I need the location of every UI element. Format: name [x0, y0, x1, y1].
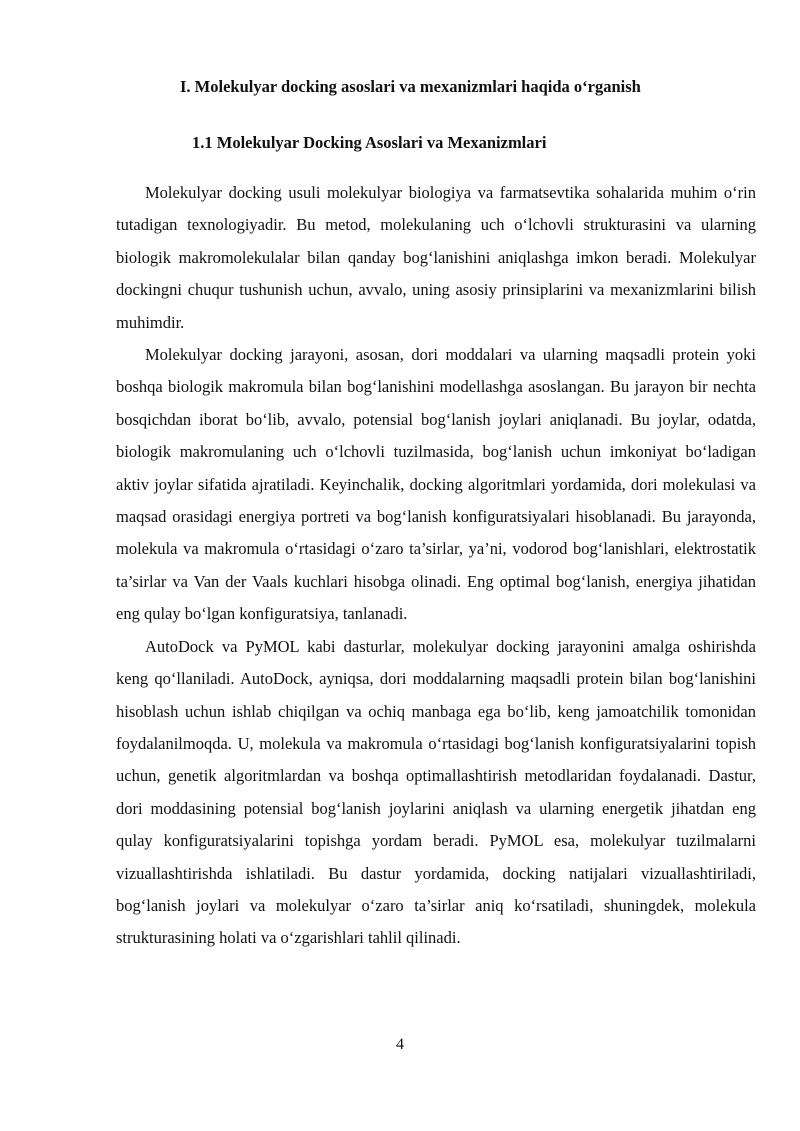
- paragraph-1: Molekulyar docking usuli molekulyar biologiya va farmatsevtika sohalarida muhim o‘rin tutadigan texnologiyadir. Bu metod, molekulaning uch o‘lchovli strukturasini va ularning biologik makromolekulalar bilan qanday bog‘lanishini aniqlashga imkon beradi. Molekulyar dockingni chuqur tushunish uchun, avvalo, uning asosiy prinsiplarini va mexanizmlarini bilish muhimdir.: [116, 183, 756, 332]
- body-text: [116, 177, 756, 955]
- paragraph-2: Molekulyar docking jarayoni, asosan, dori moddalari va ularning maqsadli protein yoki boshqa biologik makromula bilan bog‘lanishini modellashga asoslangan. Bu jarayon bir nechta bosqichdan iborat bo‘lib, avvalo, potensial bog‘lanish joylari aniqlanadi. Bu joylar, odatda, biologik makromulaning uch o‘lchovli tuzilmasida, bog‘lanish uchun imkoniyat bo‘ladigan aktiv joylar sifatida ajratiladi. Keyinchalik, docking algoritmlari yordamida, dori molekulasi va maqsad orasidagi energiya portreti va bog‘lanish konfiguratsiyalari hisoblanadi. Bu jarayonda, molekula va makromula o‘rtasidagi o‘zaro ta’sirlar, ya’ni, vodorod bog‘lanishlari, elektrostatik ta’sirlar va Van der Vaals kuchlari hisobga olinadi. Eng optimal bog‘lanish, energiya jihatidan eng qulay bo‘lgan konfiguratsiya, tanlanadi.: [116, 345, 756, 624]
- page-number: 4: [396, 1036, 404, 1053]
- section-heading: I. Molekulyar docking asoslari va mexanizmlari haqida o‘rganish: [180, 77, 641, 96]
- subsection-heading: 1.1 Molekulyar Docking Asoslari va Mexanizmlari: [192, 133, 547, 152]
- paragraph-3: AutoDock va PyMOL kabi dasturlar, molekulyar docking jarayonini amalga oshirishda keng qo‘llaniladi. AutoDock, ayniqsa, dori moddalarning maqsadli protein bilan bog‘lanishini hisoblash uchun ishlab chiqilgan va ochiq manbaga ega bo‘lib, keng jamoatchilik tomonidan foydalanilmoqda. U, molekula va makromula o‘rtasidagi bog‘lanish konfiguratsiyalarini topish uchun, genetik algoritmlardan va boshqa optimallashtirish metodlaridan foydalanadi. Dastur, dori moddasining potensial bog‘lanish joylarini aniqlash va ularning energetik jihatdan eng qulay konfiguratsiyalarini topishga yordam beradi. PyMOL esa, molekulyar tuzilmalarni vizuallashtirishda ishlatiladi. Bu dastur yordamida, docking natijalari vizuallashtiriladi, bog‘lanish joylari va molekulyar o‘zaro ta’sirlar aniq ko‘rsatiladi, shuningdek, molekula strukturasining holati va o‘zgarishlari tahlil qilinadi.: [116, 636, 756, 948]
